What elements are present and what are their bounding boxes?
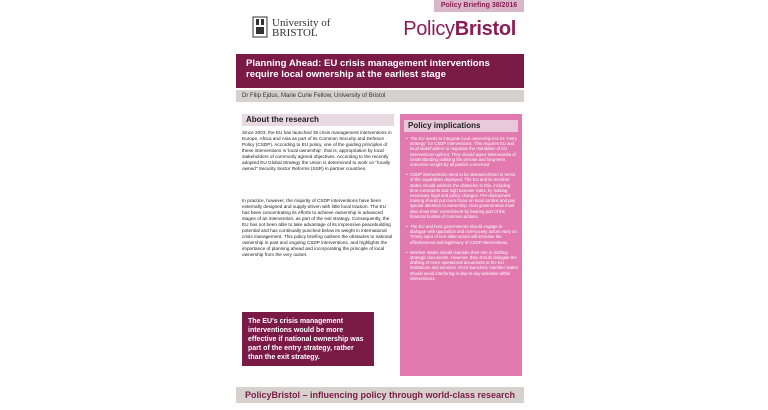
crest-icon	[252, 16, 268, 40]
implication-item: • CSDP interventions need to be demand-driven in terms of the capabilities deployed. The EU and its member states should address the obstacles to this, including time constraints and high turnover rates, by making necessary legal and policy changes. Pre-deployment training should put more focus on local context and pay special attention to ownership. Host governments must also show their commitment by bearing part of the financial burden of common actions.	[406, 172, 518, 219]
policy-briefing-page	[236, 0, 524, 410]
pull-quote: The EU's crisis management interventions would be more effective if national ownership was part of the entry strategy, rather than the exit strategy.	[242, 312, 374, 366]
logo-policy-text: Policy	[403, 18, 455, 40]
university-of-bristol-logo	[252, 16, 342, 46]
logo-bristol-text: Bristol	[454, 18, 516, 40]
about-paragraph-1: Since 2003, the EU has launched 35 crisis management interventions in Europe, Africa and Asia as part of its Common Security and Defence Policy (CSDP). According to EU policy, one of the guiding principles of these interventions is 'local ownership', that is, appropriation by local stakeholders of commonly agreed objectives. According to the recently adopted EU Global Strategy the Union is determined to work on "locally owned" Security Sector Reforms (SSR) in partner countries.	[242, 130, 392, 171]
briefing-title: Planning Ahead: EU crisis management interventions require local ownership at the earliest stage	[236, 54, 524, 88]
university-wordmark: University of BRISTOL	[272, 17, 331, 39]
implication-item: • Member states should maintain their role in drafting strategic documents. However, they should delegate the drafting of more operational documents to the EU institutions and services. Once launched, member states should avoid interfering in day-to-day activities within interventions.	[406, 250, 518, 281]
about-heading: About the research	[242, 114, 394, 126]
implications-heading: Policy implications	[404, 120, 518, 132]
about-paragraph-2: In practice, however, the majority of CSDP interventions have been externally designed and supply-driven with little local traction. The EU has been concentrating its efforts to achieve ownership in advanced stages of an intervention, as part of the exit strategy. Consequently, the EU has not been able to take advantage of its impressive peacebuilding potential and has continually punched below its weight in international crisis management. This policy briefing outlines the obstacles to national ownership in past and ongoing CSDP interventions, and highlights the importance of planning ahead and incorporating the principle of local ownership from the very outset.	[242, 198, 392, 257]
policybristol-logo	[403, 18, 516, 41]
authors-line: Dr Filip Ejdus, Marie Curie Fellow, University of Bristol	[236, 90, 524, 102]
implication-item: • The EU needs to integrate local ownership into its "entry strategy" for CSDP interventions. This requires EU and local stakeholders to negotiate the mandates of EU interventions upfront. They should agree Memoranda of Understanding outlining the precise and long-term outcomes sought by all parties concerned.	[406, 136, 518, 167]
footer-tagline: PolicyBristol – influencing policy through world-class research	[236, 387, 524, 403]
briefing-number-badge: Policy Briefing 38/2016	[434, 0, 524, 12]
implications-list	[400, 136, 522, 281]
policy-implications-panel	[400, 114, 522, 376]
implication-item: • The EU and host governments should engage in dialogue with opposition and civil-society actors early on. Timely input of non-state actors will increase the effectiveness and legitimacy of CSDP interventions.	[406, 224, 518, 245]
